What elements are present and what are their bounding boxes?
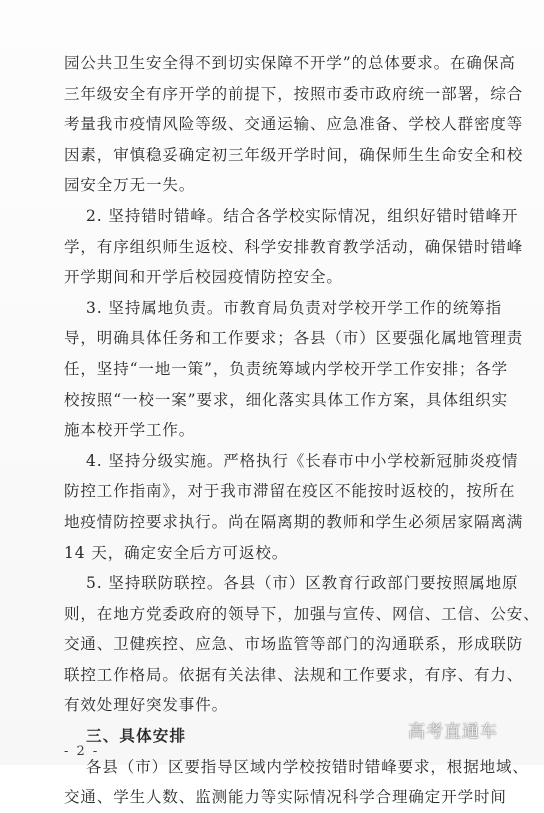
text-line: 施本校开学工作。 <box>64 421 196 440</box>
text-line: 三年级安全有序开学的前提下，按照市委市政府统一部署，综合 <box>64 84 524 103</box>
text-line: 导，明确具体任务和工作要求；各县（市）区要强化属地管理责 <box>64 329 524 348</box>
text-line: 园公共卫生安全得不到切实保障不开学”的总体要求。在确保高 <box>64 54 516 72</box>
text-line: 考量我市疫情风险等级、交通运输、应急准备、学校人群密度等 <box>64 115 524 134</box>
text-line: 交通、卫健疾控、应急、市场监管等部门的沟通联系，形成联防 <box>64 635 524 654</box>
text-line: 14 天，确定安全后方可返校。 <box>64 543 289 562</box>
paragraph-start-line: 4. 坚持分级实施。严格执行《长春市中小学校新冠肺炎疫情 <box>86 451 519 470</box>
text-line: 交通、学生人数、监测能力等实际情况科学合理确定开学时间 <box>64 788 507 807</box>
text-line: 联控工作格局。依据有关法律、法规和工作要求，有序、有力、 <box>64 665 524 684</box>
paragraph-start-line: 3. 坚持属地负责。市教育局负责对学校开学工作的统筹指 <box>86 298 503 317</box>
text-line: 因素，审慎稳妥确定初三年级开学时间，确保师生生命安全和校 <box>64 145 524 164</box>
watermark: 高考直通车 <box>408 721 498 742</box>
text-line: 园安全万无一失。 <box>64 176 196 195</box>
paragraph-start-line: 5. 坚持联防联控。各县（市）区教育行政部门要按照属地原 <box>86 574 519 593</box>
page-number: - 2 - <box>64 744 100 759</box>
text-line: 任，坚持“一地一策”，负责统筹域内学校开学工作安排；各学 <box>64 359 509 378</box>
paragraph-start-line: 2. 坚持错时错峰。结合各学校实际情况，组织好错时错峰开 <box>86 206 519 225</box>
text-line: 防控工作指南》，对于我市滞留在疫区不能按时返校的，按所在 <box>64 482 516 501</box>
text-line: 地疫情防控要求执行。尚在隔离期的教师和学生必须居家隔离满 <box>64 512 524 531</box>
text-line: 学，有序组织师生返校、科学安排教育教学活动，确保错时错峰 <box>64 237 524 256</box>
text-line: 则，在地方党委政府的领导下，加强与宣传、网信、工信、公安、 <box>64 604 540 623</box>
document-body <box>64 48 540 813</box>
section-heading: 三、具体安排 <box>86 727 187 746</box>
text-line: 有效处理好突发事件。 <box>64 696 229 715</box>
paragraph-start-line: 各县（市）区要指导区域内学校按错时错峰要求，根据地域、 <box>86 757 529 776</box>
text-line: 校按照“一校一案”要求，细化落实具体工作方案，具体组织实 <box>64 390 509 409</box>
text-line: 开学期间和开学后校园疫情防控安全。 <box>64 268 343 287</box>
